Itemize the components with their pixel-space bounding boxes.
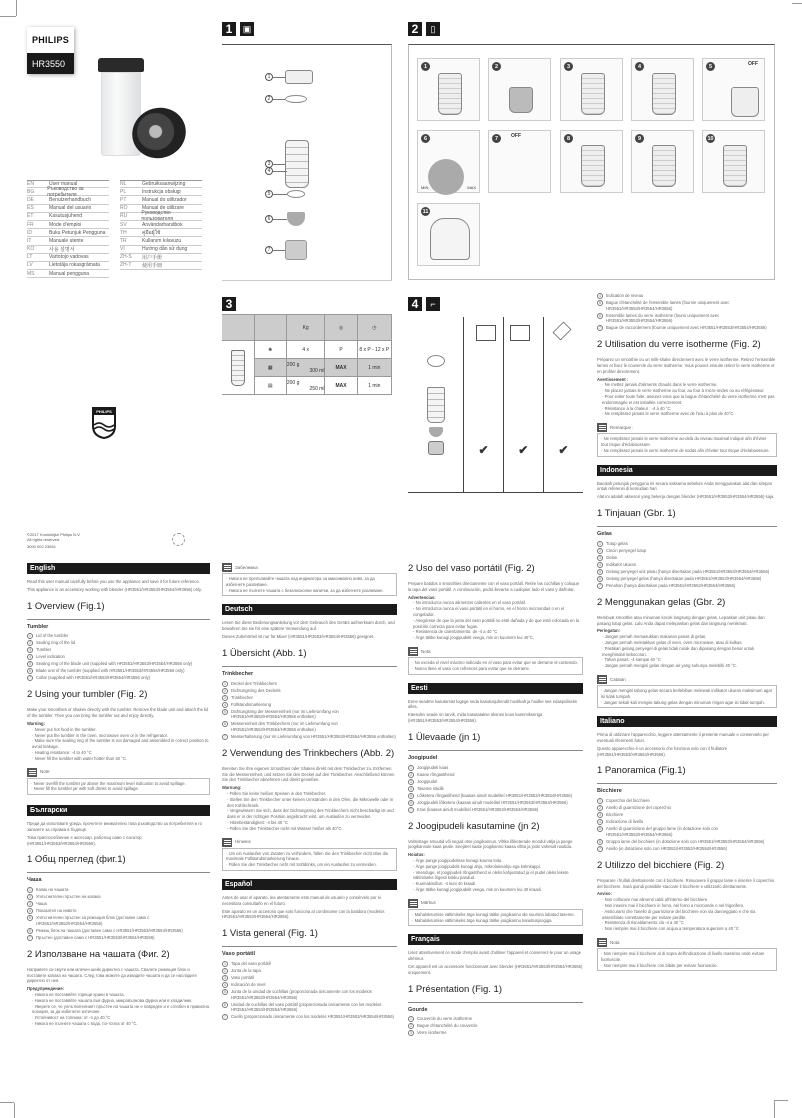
language-row: ET Kasutusjuhend: [27, 213, 109, 221]
figure-1-header: [222, 22, 254, 36]
language-row: KO 사용 설명서: [27, 246, 109, 254]
note-header: Märkus: [408, 899, 583, 908]
section-title: Español: [222, 879, 397, 890]
section-title: Français: [408, 934, 583, 945]
figure-number: 2: [408, 22, 422, 36]
ingredient-icon: ▤: [254, 377, 286, 395]
note-box: · Jangan mengisi tabung gelas secara berlebihan melewati indikator ukuran maksimum agar isi tidak tumpah. · Jangan sekali-kali mengisi tabung gelas dengan minuman ringan agar isi tidak tumpah.: [597, 685, 777, 708]
crop-mark: [16, 0, 17, 16]
figure-2-header: [408, 22, 440, 36]
language-row: RO Manual de utilizare: [120, 205, 202, 213]
note-icon: [597, 675, 607, 684]
language-row: TH คู่มือผู้ใช้: [120, 229, 202, 237]
ingredient-icon: ▦: [254, 359, 286, 377]
note-header: Забележка: [222, 563, 397, 572]
step-8: 8: [560, 130, 623, 193]
note-header: Catatan: [597, 675, 777, 684]
tumbler-icon: ▯: [426, 22, 440, 36]
language-row: LT Vartotojo vadovas: [27, 254, 109, 262]
note-icon: [597, 938, 607, 947]
note-box: · Never overfill the tumbler jar above the maximum level indication to avoid spillage. · Never fill the tumbler jar with soft drinks to avoid spillage.: [27, 778, 210, 796]
note-header: Nota: [408, 647, 583, 656]
ingredient-icon: ❀: [254, 341, 286, 359]
note-header: Hinweis: [222, 838, 397, 847]
note-box: · Mahaloksumise vältimiseks ärge kunagi täitke joogikannu üle suurima lubatud taseme. · Mahaloksumise vältimiseks ärge kunagi täitke joogikannu karastusjoogiga.: [408, 909, 583, 927]
language-row: ES Manual del usuario: [27, 205, 109, 213]
note-box: · Um ein Auslaufen von Zutaten zu verhindern, füllen Sie den Trinkbecher nicht über die maximale Füllstandsmarkierung hinaus. · Füllen Sie den Trinkbecher nicht mit Softdrinks, um ein Auslaufen zu vermeiden.: [222, 848, 397, 871]
crop-mark: [792, 3, 802, 4]
section-title: English: [27, 563, 210, 574]
section-eesti: 2 Uso del vaso portátil (Fig. 2) Prepare batidos o smoothies directamente con el vaso portátil. Retire las cuchillas y coloque la tapa del vaso portátil. A continuación, podrá llevarse a cualquier lado el vaso y disfrutar. Advertencias: - No introduzca nunca alimentos calientes en el vaso portátil. - No introduzca nunca el vaso portátil en el horno, en el horno microondas o en el congelador. - Asegúrese de que la junta del vaso portátil no esté dañada y de que está colocada en la posición correcta para evitar fugas. - Resistencia de calentamiento: de -4 a 40 °C - Ärge täitke kunagi joogipudelit veega, mis on kuumem kui 40°C. Nota · No exceda el nivel máximo indicado en el vaso para evitar que se derrame el contenido. · Nunca llene el vaso con refrescos para evitar que se derrame. Eesti Enne seadme kasutamist lugege seda kasutusjuhendit hoolikalt ja hoidke see edaspidiseks alles. Käesolev seade on tarvik, mida kasutatakse üksnes koos kannmikseriga (HR3551/HR3553/HR3554/HR3556). 1 Ülevaade (jn 1) Joogipudel 1 Joogipudeli kaas 2 Kaane rõngastihend 3 Joogipudel 4 Taseme näidik 5 Lõiketera rõngastihend (kaasas ainult mudelitel HR3551/HR3553/HR3554/HR3556) 6 Joogipudeli lõiketera (kaasas ainult mudelitel HR3551/HR3553/HR3554/HR3556) 7 Krae (kaasas ainult mudelitel HR3551/HR3553/HR3554/HR3556) 2 Joogipudeli kasutamine (jn 2) Valmistage smuutid või segud otse joogikannus. Võtke lõiketerade moodul välja ja pange joogikannule kaas peale. Seejärel saate joogikannu kaasa võtta ja jooki vahetult nautida. Hoiatus: - Ärge pange joogipudelisse kunagi kuuma toitu. - Ärge pange joogipudelit kunagi ahju, mikrolaineahju ega külmkappi. - Veenduge, et joogipudeli rõngastihend ei oleks kahjustatud ja et pudel oleks lekete vältimiseks õigesti kokku pandud. - Kuumakindlus: -4 kuni 40 kraadi - Ärge täitke kunagi joogipudelit veega, mis on kuumem kui 40 kraadi. Märkus · Mahaloksumise vältimiseks ärge kunagi täitke joogikannu üle suurima lubatud taseme. · Mahaloksumise vältimiseks ärge kunagi täitke joogikannu karastusjoogiga. Français Lisez attentivement ce mode d'emploi avant d'utiliser l'appareil et conservez-le pour un usage ultérieur. Cet appareil est un accessoire fonctionnant avec blender (HR3551/HR3553/HR3554/HR3556) uniquement. 1 Présentation (Fig. 1) Gourde 1 Couvercle du verre isotherme 2 Bague d'étanchéité du couvercle 3 Verre isotherme: [408, 563, 583, 1036]
step-9: 9: [631, 130, 694, 193]
tumbler-image: [222, 341, 254, 395]
philips-shield-logo: [91, 406, 117, 440]
section-indonesia-italiano: 4 Indication de niveau 5 Bague d'étanchéité de l'ensemble lames (fournie uniquement avec HR3551/HR3553/HR3554/HR3556) 6 Ensemble lames du verre isotherme (fourni uniquement avec HR3551/HR3553/HR3554/HR3556) 7 Bague de raccordement (fournie uniquement avec HR3551/HR3553/HR3554/HR3556) 2 Utilisation du verre isotherme (Fig. 2) Préparez un smoothie ou un milk-shake directement avec le verre isotherme. Retirez l'ensemble lames et fixez le couvercle du verre isotherme. Vous pouvez ensuite retirer le verre isotherme et en profiter directement. Avertissement : · Ne mettez jamais d'aliments chauds dans le verre isotherme. · Ne placez jamais le verre isotherme au four, au four à micro-ondes ou au réfrigérateur. · Pour éviter toute fuite, assurez-vous que la bague d'étanchéité du verre isotherme n'est pas endommagée et est installée correctement. · Résistance à la chaleur : -4 à 40 °C · Ne remplissez jamais le verre isotherme avec de l'eau à plus de 40°C. Remarque : · Ne remplissez jamais le verre isotherme au-delà du niveau maximal indiqué afin d'éviter tout risque d'éclaboussure. · Ne remplissez jamais le verre isotherme de sodas afin d'éviter tout risque d'éclaboussure. Indonesia Bacalah petunjuk pengguna ini secara saksama sebelum Anda menggunakan alat dan simpan untuk referensi di kemudian hari. Alat ini adalah aksesori yang bekerja dengan blender (HR3551/HR3553/HR3554/HR3556) saja. 1 Tinjauan (Gbr. 1) Gelas 1 Tutup gelas 2 Cincin penyegel tutup 3 Gelas 4 Indikator ukuran 5 Gelang penyegel unit pisau (hanya disertakan pada HR3551/HR3553/HR3554/HR3556) 6 Gelang penyegel gelas (hanya disertakan pada HR3551/HR3553/HR3554/HR3556) 7 Penahan (hanya disertakan pada HR3551/HR3553/HR3554/HR3556) 2 Menggunakan gelas (Gbr. 2) Membuat smoothie atau minuman kocok langsung dengan gelas. Lepaskan unit pisau dan pasang tutup gelas. Lalu Anda dapat melepaskan gelas dan langsung menikmati. Peringatan: · Jangan pernah memasukkan makanan panas di gelas. · Jangan pernah meletakkan gelas di oven, oven microwave, atau di kulkas. · Pastikan gelang penyegel di gelas tidak rusak dan dipasang dengan benar untuk menghindari kebocoran. · Tahan panas: -4 sampai 40 °C · Jangan pernah mengisi gelas dengan air yang suhunya melebihi 40 °C. Catatan · Jangan mengisi tabung gelas secara berlebihan melewati indikator ukuran maksimum agar isi tidak tumpah. · Jangan sekali-kali mengisi tabung gelas dengan minuman ringan agar isi tidak tumpah. Italiano Prima di utilizzare l'apparecchio, leggere attentamente il presente manuale e conservarlo per eventuali riferimenti futuri. Questo apparecchio è un accessorio che funziona solo con il frullatore (HR3551/HR3553/HR3554/HR3556). 1 Panoramica (Fig.1) Bicchiere 1 Coperchio del bicchiere 2 Anello di guarnizione del coperchio 3 Bicchiere 4 Indicazione di livello 5 Anello di guarnizione del gruppo lame (in dotazione solo con HR3551/HR3553/HR3554/HR3556) 6 Gruppo lame del bicchiere (in dotazione solo con HR3551/HR3553/HR3554/HR3556) 7 Anello (in dotazione solo con HR3551/HR3553/HR3554/HR3556) 2 Utilizzo del bicchiere (Fig. 2) Preparare i frullati direttamente con il bicchiere. Rimuovere il gruppo lame e inserire il coperchio del bicchiere. Sarà quindi possibile staccare il bicchiere e utilizzarlo direttamente. Avviso: · Non collocare mai alimenti caldi all'interno del bicchiere. · Non inserire mai il bicchiere in forno, nel forno a microonde o nel frigorifero. · Assicurarsi che l'anello di guarnizione del bicchiere non sia danneggiato e che sia assemblato correttamente per evitare perdite. · Resistenza di riscaldamento: da -4 a 40 °C · Non riempire mai il bicchiere con acqua a temperatura superiore a 40 °C Nota · Non riempire mai il bicchiere al di sopra dell'indicazione di livello massimo onde evitare fuoriuscite. · Non riempire mai il bicchiere con bibite per evitare fuoriuscite.: [597, 292, 777, 971]
section-title: Български: [27, 805, 210, 816]
brand-name: PHILIPS: [27, 27, 74, 53]
crop-mark: [774, 1100, 788, 1118]
section-english: English Read this user manual carefully before you use the appliance and save it for future reference. This appliance is an accessory working with blender (HR3551/HR3553/HR3554/HR3556) only. 1 Overview (Fig.1) Tumbler 1 Lid of the tumbler 2 Sealing ring of the lid 3 Tumbler 4 Level indication 5 Sealing ring of the blade unit (supplied with HR3551/HR3553/HR3554/HR3556 only) 6 Blade unit of the tumbler (supplied with HR3551/HR3553/HR3554/HR3556 only) 7 Collar (supplied with HR3551/HR3553/HR3554/HR3556 only) 2 Using your tumbler (Fig. 2) Make your smoothies or shakes directly with the tumbler. Remove the blade unit and attach the lid of the tumbler. Then you can bring the tumbler out and enjoy directly. Warning: · Never put hot food in the tumbler. · Never put the tumbler in the oven, microwave oven or in the refrigerator. · Make sure the sealing ring of the tumbler is not damaged and assembled in correct position to avoid leakage. · Heating resistance: -4 to 40 °C · Never fill the tumbler with water hotter than 40 °C. Note · Never overfill the tumbler jar above the maximum level indication to avoid spillage. · Never fill the tumbler jar with soft drinks to avoid spillage. Български Преди да използвате уреда, прочетете внимателно това ръководство за потребителя и го запазете за справка в бъдеще. Това приспособление е аксесоар, работещ само с пасатор (HR3551/HR3553/HR3554/HR3556). 1 Общ преглед (фиг.1) Чаша 1 Капак на чашата 2 Уплътнителен пръстен на капака 3 Чаша 4 Показател на нивото 5 Уплътнителен пръстен за режещия блок (доставен само с HR3551/HR3553/HR3554/HR3556) 6 Режещ блок на чашата (доставен само с HR3551/HR3553/HR3554/HR3556) 7 Пръстен (доставен само с HR3551/HR3553/HR3554/HR3556) 2 Използване на чашата (Фиг. 2) Направете си смути или млечен шейк директно с чашата. Свалете режещия блок и поставете капака на чашата. След това можете да извадите чашата и да се насладите директно от нея. Предупреждение: · Никога не поставяйте горещи храни в чашата. · Никога не поставяйте чашата във фурна, микровълнова фурна или в хладилник. · Уверете се, че уплътнителният пръстен на чашата не е повреден и е сглобен в правилна позиция, за да избегнете изтичане. · Устойчивост на топлина: от -4 до 40 °C · Никога не пълнете чашата с вода, по-топла от 40 °C.: [27, 565, 209, 1026]
step-6: 6 MIN MAX: [417, 130, 480, 193]
step-5: 5 OFF: [702, 58, 765, 121]
step-10: 10: [702, 130, 765, 193]
note-box: · Non riempire mai il bicchiere al di sopra dell'indicazione di livello massimo onde evitare fuoriuscite. · Non riempire mai il bicchiere con bibite per evitare fuoriuscite.: [597, 948, 777, 971]
section-title: Deutsch: [222, 604, 397, 615]
language-row: ZH-S 用户手册: [120, 254, 202, 262]
faucet-icon: ⌐: [426, 297, 440, 311]
speed-dial-icon: ◎: [325, 315, 357, 341]
part-blade-unit: 6: [265, 212, 305, 226]
language-row: NL Gebruiksaanwijzing: [120, 180, 202, 188]
crop-mark: [14, 1103, 15, 1118]
language-row: ZH-T 使用手冊: [120, 262, 202, 270]
recycle-icon: [172, 533, 185, 546]
figure-3-header: [222, 297, 236, 311]
parts-images: [408, 317, 464, 493]
language-row: SV Användarhandbok: [120, 221, 202, 229]
note-icon: [408, 899, 418, 908]
language-row: BG Ръководство за потребителя: [27, 188, 109, 196]
usage-table: [222, 314, 392, 395]
step-1: 1: [417, 58, 480, 121]
section-title: Eesti: [408, 683, 583, 694]
figure-number: 4: [408, 297, 422, 311]
heading-overview: 1 Overview (Fig.1): [27, 600, 105, 612]
language-row: MS Manual pengguna: [27, 270, 109, 278]
section-title: Indonesia: [597, 465, 777, 476]
step-4: 4: [631, 58, 694, 121]
heading-use: 2 Using your tumbler (Fig. 2): [27, 689, 148, 701]
step-3: 3: [560, 58, 623, 121]
note-box: · Ne remplissez jamais le verre isotherme au-delà du niveau maximal indiqué afin d'éviter tout risque d'éclaboussure. · Ne remplissez jamais le verre isotherme de sodas afin d'éviter tout risque d'éclaboussure.: [597, 433, 777, 456]
language-row: VI Hướng dẫn sử dụng: [120, 246, 202, 254]
note-icon: [408, 647, 418, 656]
step-7: 7 OFF: [488, 130, 551, 193]
copyright-block: [27, 532, 81, 549]
crop-mark: [0, 1102, 14, 1103]
part-tumbler: 3: [265, 140, 309, 188]
timer-icon: ◷: [357, 315, 391, 341]
unpack-icon: ▣: [240, 22, 254, 36]
language-list-left: [27, 180, 109, 278]
usage-row: ▦ 200 g 300 ml MAX 1 min: [222, 359, 392, 377]
section-deutsch: Забележка · Никога не препълвайте чашата над индикатора за максимално ниво, за да избегнете разливане. · Никога не пълнете чашата с безалкохолни напитки, за да избегнете разливане. Deutsch Lesen Sie diese Bedienungsanleitung vor dem Gebrauch des Geräts aufmerksam durch, und bewahren Sie sie für eine spätere Verwendung auf. Dieses Zubehörteil ist nur für Mixer (HR3551/HR3553/HR3554/HR3556) geeignet. 1 Übersicht (Abb. 1) Trinkbecher 1 Deckel des Trinkbechers 2 Dichtungsring des Deckels 3 Trinkbecher 4 Füllstandsmarkierung 5 Dichtungsring der Messereinheit (nur im Lieferumfang von HR3551/HR3553/HR3554/HR3556 enthalten) 6 Messereinheit des Trinkbechers (nur im Lieferumfang von HR3551/HR3553/HR3554/HR3556 enthalten) 7 Messerhalterung (nur im Lieferumfang von HR3551/HR3553/HR3554/HR3556 enthalten) 2 Verwendung des Trinkbechers (Abb. 2) Bereiten Sie Ihre eigenen Smoothies oder Shakes direkt mit dem Trinkbecher zu. Entfernen Sie die Messereinheit, und setzen Sie den Deckel auf den Trinkbecher. Anschließend können Sie den Trinkbecher abnehmen und direkt genießen. Warnung: - Füllen Sie keine heißen Speisen in den Trinkbecher. - Stellen Sie den Trinkbecher unter keinen Umständen in den Ofen, die Mikrowelle oder in den Kühlschrank. - Vergewissern Sie sich, dass der Dichtungsring des Trinkbechers nicht beschädigt ist und dass er in der richtigen Position angebracht wird, um Auslaufen zu vermeiden. - Hitzebeständigkeit: -4 bis 40 °C - Füllen Sie den Trinkbecher nicht mit Wasser heißer als 40°C. Hinweis · Um ein Auslaufen von Zutaten zu verhindern, füllen Sie den Trinkbecher nicht über die maximale Füllstandsmarkierung hinaus. · Füllen Sie den Trinkbecher nicht mit Softdrinks, um ein Auslaufen zu vermeiden. Español Antes de usar el aparato, lea atentamente este manual de usuario y consérvelo por si necesitara consultarlo en el futuro. Este aparato es un accesorio que solo funciona al combinarse con la batidora (modelos HR3551/HR3553/HR3554/HR3556). 1 Vista general (Fig. 1) Vaso portátil 1 Tapa del vaso portátil 2 Junta de la tapa 3 Vaso portátil 4 Indicación de nivel 5 Junta de la unidad de cuchillas (proporcionada únicamente con los modelos HR3551/HR3553/HR3554/HR3556) 6 Unidad de cuchillas del vaso portátil (proporcionada únicamente con los modelos HR3551/HR3553/HR3554/HR3556) 7 Cuello (proporcionado únicamente con los modelos HR3551/HR3553/HR3554/HR3556): [222, 564, 396, 1020]
language-row: ID Buku Petunjuk Pengguna: [27, 229, 109, 237]
part-blade-seal: 5: [265, 190, 305, 198]
language-row: DE Benutzerhandbuch: [27, 196, 109, 204]
check-icon: ✔: [503, 317, 543, 493]
usage-row: ❀ 4 x P 8 x P - 12 x P: [222, 341, 392, 359]
note-header: Nota: [597, 938, 777, 947]
model-number: HR3550: [27, 53, 74, 74]
figure-4-header: [408, 297, 440, 311]
language-row: PT Manual do utilizador: [120, 196, 202, 204]
figure-number: 1: [222, 22, 236, 36]
part-lid: 1: [265, 70, 313, 84]
document-number: 3000 002 23651: [27, 544, 56, 549]
figure-number: 3: [222, 297, 236, 311]
weight-icon: Kg: [286, 315, 325, 341]
note-box: · No exceda el nivel máximo indicado en el vaso para evitar que se derrame el contenido. · Nunca llene el vaso con refrescos para evitar que se derrame.: [408, 657, 583, 675]
step-11: 11: [417, 203, 480, 266]
crop-mark: [0, 16, 16, 17]
cleaning-table: [408, 317, 583, 493]
usage-row: ▤ 200 g 250 ml MAX 1 min: [222, 377, 392, 395]
language-row: PL Instrukcja obsługi: [120, 188, 202, 196]
step-2: 2: [488, 58, 551, 121]
part-level-indication: 4: [265, 167, 287, 175]
language-row: EN User manual: [27, 180, 109, 188]
language-row: TR Kullanım kılavuzu: [120, 237, 202, 245]
check-icon: ✔: [543, 317, 583, 493]
note-icon: [597, 423, 607, 432]
note-icon: [27, 768, 37, 777]
section-title: Italiano: [597, 716, 777, 727]
part-lid-seal: 2: [265, 95, 307, 103]
note-box: · Никога не препълвайте чашата над индикатора за максимално ниво, за да избегнете разливане. · Никога не пълнете чашата с безалкохолни напитки, за да избегнете разливане.: [222, 573, 397, 596]
note-header: Note: [27, 768, 210, 777]
copyright-text: ©2017 Koninklijke Philips N.V.: [27, 532, 81, 537]
part-collar: 7: [265, 240, 307, 260]
svg-text:PHILIPS: PHILIPS: [96, 409, 112, 414]
language-row: RU Руководство пользователя: [120, 213, 202, 221]
note-icon: [222, 563, 232, 572]
note-icon: [222, 838, 232, 847]
rights-text: All rights reserved.: [27, 537, 61, 542]
note-header: Remarque :: [597, 423, 777, 432]
language-row: FR Mode d'emploi: [27, 221, 109, 229]
language-list-right: [120, 180, 202, 270]
language-row: LV Lietotāja rokasgrāmata: [27, 262, 109, 270]
language-row: IT Manuale utente: [27, 237, 109, 245]
shield-icon: [91, 406, 117, 440]
philips-logo-box: [27, 27, 74, 74]
usage-table-header: [222, 315, 392, 341]
check-icon: ✔: [464, 317, 504, 493]
